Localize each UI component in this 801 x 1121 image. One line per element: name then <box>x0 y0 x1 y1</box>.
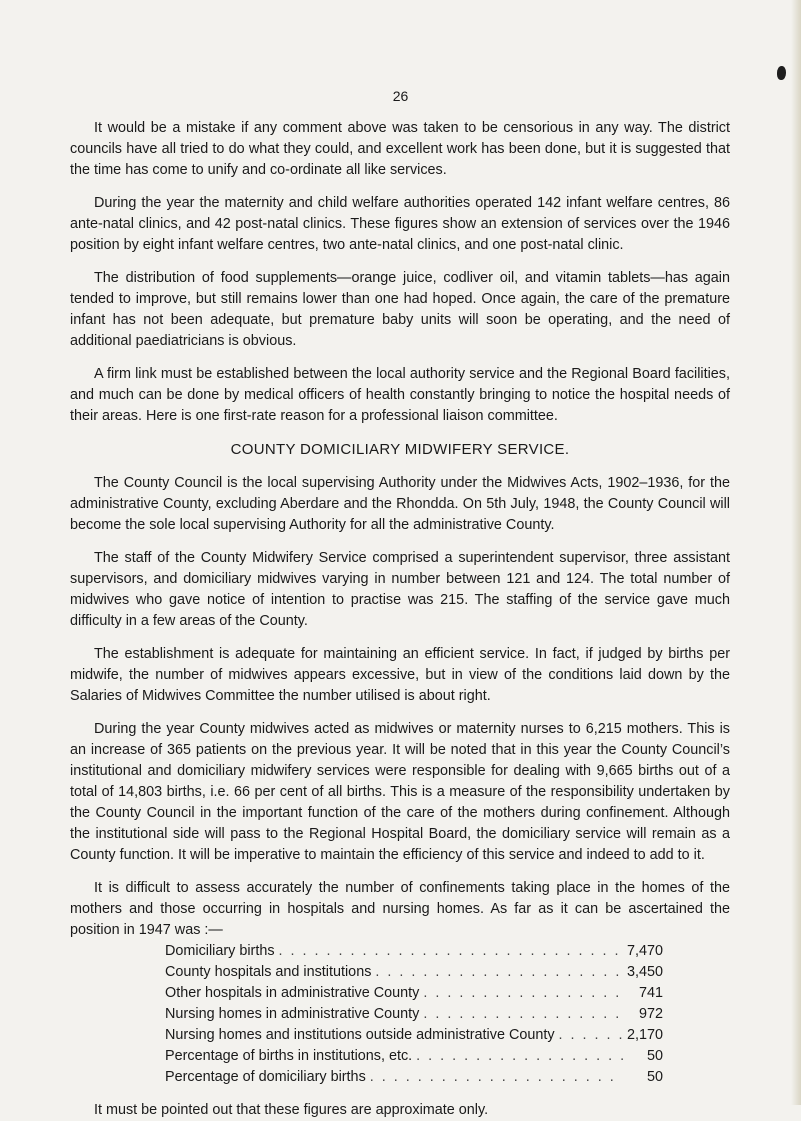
paragraph: The staff of the County Midwifery Service comprised a superintendent supervisor, three assistant supervisors, and domiciliary midwives varying in number between 121 and 124. The total number of midwives who gave notice of intention to practise was 215. The staffing of the service gave much difficulty in a few areas of the County. <box>70 550 730 629</box>
leader-dots <box>366 1067 623 1088</box>
stat-value: 3,450 <box>626 964 663 980</box>
closing-note: It must be pointed out that these figures are approximate only. <box>94 1102 489 1118</box>
paragraph: The establishment is adequate for maintaining an efficient service. In fact, if judged by births per midwife, the number of midwives appears excessive, but in view of the conditions laid down by the Salaries of Midwives Committee the number utilised is about right. <box>70 646 730 704</box>
document-body <box>70 118 730 1121</box>
stat-row <box>165 1067 663 1088</box>
stat-label: Nursing homes and institutions outside administrative County <box>165 1027 555 1043</box>
paragraph: It would be a mistake if any comment above was taken to be censorious in any way. The district councils have all tried to do what they could, and excellent work has been done, but it is suggested that the time has come to unify and co-ordinate all like services. <box>70 120 730 178</box>
stat-label: Other hospitals in administrative County <box>165 985 420 1001</box>
stat-row <box>165 1004 663 1025</box>
paragraph: The County Council is the local supervising Authority under the Midwives Acts, 1902–1936, for the administrative County, excluding Aberdare and the Rhondda. On 5th July, 1948, the County Council will become the sole local supervising Authority for all the administrative County. <box>70 475 730 533</box>
leader-dots <box>419 1004 623 1025</box>
stat-row <box>165 983 663 1004</box>
stat-label: County hospitals and institutions <box>165 964 372 980</box>
stat-row <box>165 1046 663 1067</box>
paragraph: A firm link must be established between the local authority service and the Regional Board facilities, and much can be done by medical officers of health constantly bringing to notice the hospital needs of their areas. Here is one first-rate reason for a professional liaison committee. <box>70 366 730 424</box>
births-statistics-list <box>165 941 663 1088</box>
page-edge-shadow <box>791 0 801 1105</box>
stat-value: 972 <box>638 1006 663 1022</box>
paragraph: It is difficult to assess accurately the number of confinements taking place in the homes of the mothers and those occurring in hospitals and nursing homes. As far as it can be ascertained the position in 1947 was :— <box>70 880 730 938</box>
stat-value: 50 <box>646 1048 663 1064</box>
leader-dots <box>275 941 623 962</box>
stat-value: 50 <box>646 1069 663 1085</box>
paragraph: During the year the maternity and child welfare authorities operated 142 infant welfare centres, 86 ante-natal clinics, and 42 post-natal clinics. These figures show an extension of services over the 1946 position by eight infant welfare centres, two ante-natal clinics, and one post-natal clinic. <box>70 195 730 253</box>
leader-dots <box>412 1046 623 1067</box>
paragraph: During the year County midwives acted as midwives or maternity nurses to 6,215 mothers. This is an increase of 365 patients on the previous year. It will be noted that in this year the County Council’s institutional and domiciliary midwifery services were responsible for dealing with 9,665 births out of a total of 14,803 births, i.e. 66 per cent of all births. This is a measure of the responsibility undertaken by the County Council in the important function of the care of the mothers during confinement. Although the institutional side will pass to the Regional Hospital Board, the domiciliary service will remain as a County function. It will be imperative to maintain the efficiency of this service and indeed to add to it. <box>70 721 730 863</box>
stat-label: Percentage of births in institutions, etc. <box>165 1048 413 1064</box>
ink-speck <box>777 66 786 80</box>
section-heading: COUNTY DOMICILIARY MIDWIFERY SERVICE. <box>230 441 570 458</box>
leader-dots <box>371 962 623 983</box>
stat-label: Nursing homes in administrative County <box>165 1006 420 1022</box>
stat-value: 7,470 <box>626 943 663 959</box>
page-number: 26 <box>392 88 409 104</box>
stat-label: Percentage of domiciliary births <box>165 1069 366 1085</box>
stat-row <box>165 941 663 962</box>
stat-row <box>165 962 663 983</box>
stat-value: 741 <box>638 985 663 1001</box>
stat-row <box>165 1025 663 1046</box>
leader-dots <box>555 1025 623 1046</box>
paragraph: The distribution of food supplements—orange juice, codliver oil, and vitamin tablets—has again tended to improve, but still remains lower than one had hoped. Once again, the care of the premature infant has not been adequate, but premature baby units will soon be operating, and the need of additional paediatricians is obvious. <box>70 270 730 349</box>
stat-label: Domiciliary births <box>165 943 275 959</box>
leader-dots <box>419 983 623 1004</box>
stat-value: 2,170 <box>626 1027 663 1043</box>
